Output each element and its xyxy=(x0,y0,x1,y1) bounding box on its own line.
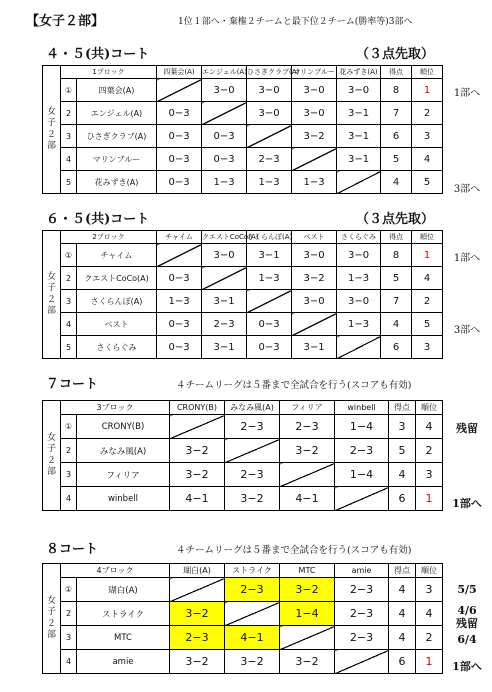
points-rule-4: ４チームリーグは５番まで全試合を行う(スコアも有効) xyxy=(176,545,412,556)
score-cell: 0−3 xyxy=(202,125,247,148)
rank-cell: 3 xyxy=(416,578,443,602)
points-cell: 7 xyxy=(381,290,412,313)
table-row xyxy=(43,487,443,511)
score-cell: 3−1 xyxy=(202,290,247,313)
rule-note: 1位１部へ・棄権２チームと最下位２チーム(勝率等)3部へ xyxy=(178,17,413,27)
score-cell: 3−0 xyxy=(337,79,381,102)
score-cell: 3−0 xyxy=(247,79,292,102)
score-cell: 3−0 xyxy=(292,290,337,313)
points-cell: 5 xyxy=(381,148,412,171)
score-cell: 0−3 xyxy=(157,171,202,194)
points-header: 得点 xyxy=(381,66,412,79)
row-number: ① xyxy=(61,578,77,602)
score-cell: 0−3 xyxy=(157,313,202,336)
team-name: ベスト xyxy=(77,313,157,336)
column-header: winbell xyxy=(335,401,389,415)
rank-cell: 5 xyxy=(412,171,443,194)
diagonal-cell xyxy=(225,602,280,626)
column-header: マリンブルー xyxy=(292,66,337,79)
points-cell: 4 xyxy=(389,602,416,626)
team-name: 花みずき(A) xyxy=(77,171,157,194)
score-cell: 1−3 xyxy=(157,290,202,313)
score-cell: 2−3 xyxy=(170,626,225,650)
vertical-label-char: 子 xyxy=(46,118,56,129)
diagonal-cell xyxy=(202,102,247,125)
team-name: CRONY(B) xyxy=(77,415,170,439)
diagonal-cell xyxy=(280,626,335,650)
rank-cell: 1 xyxy=(412,79,443,102)
score-cell: 4−1 xyxy=(225,626,280,650)
vertical-label-char: 部 xyxy=(46,629,56,640)
score-cell: 3−1 xyxy=(247,244,292,267)
column-header: 瑚白(A) xyxy=(170,564,225,578)
rank-cell: 1 xyxy=(416,487,443,511)
points-cell: 3 xyxy=(389,415,416,439)
score-cell: 0−3 xyxy=(157,102,202,125)
column-header: さくらぐみ xyxy=(337,231,381,244)
score-cell: 3−2 xyxy=(292,267,337,290)
row-number: 3 xyxy=(61,463,77,487)
block-label: 2ブロック xyxy=(61,231,157,244)
score-cell: 3−1 xyxy=(337,148,381,171)
block-label: 3ブロック xyxy=(61,401,170,415)
rank-cell: 1 xyxy=(412,244,443,267)
score-cell: 2−3 xyxy=(335,626,389,650)
points-header: 得点 xyxy=(381,231,412,244)
vertical-label-char: ２ xyxy=(46,455,56,466)
page-title: 【女子２部】 xyxy=(26,14,105,29)
rank-cell: 2 xyxy=(416,626,443,650)
score-cell: 0−3 xyxy=(157,125,202,148)
score-cell: 2−3 xyxy=(225,463,280,487)
score-cell: 3−2 xyxy=(280,650,335,674)
score-cell: 3−0 xyxy=(202,79,247,102)
points-cell: 4 xyxy=(381,313,412,336)
diagonal-cell xyxy=(292,148,337,171)
score-cell: 3−2 xyxy=(225,650,280,674)
row-number: 4 xyxy=(61,148,77,171)
score-cell: 0−3 xyxy=(157,267,202,290)
vertical-label-char: ２ xyxy=(46,129,56,140)
row-number: 3 xyxy=(61,125,77,148)
diagonal-cell xyxy=(335,650,389,674)
score-cell: 3−2 xyxy=(170,439,225,463)
column-header: amie xyxy=(335,564,389,578)
diagonal-cell xyxy=(157,79,202,102)
score-cell: 3−1 xyxy=(292,336,337,359)
table-row xyxy=(43,463,443,487)
team-name: さくらんぼ(A) xyxy=(77,290,157,313)
points-rule-3: ４チームリーグは５番まで全試合を行う(スコアも有効) xyxy=(176,380,412,391)
rank-cell: 2 xyxy=(412,290,443,313)
table-row xyxy=(43,79,443,102)
diagonal-cell xyxy=(337,171,381,194)
rank-cell: 4 xyxy=(416,415,443,439)
diagonal-cell xyxy=(157,244,202,267)
score-cell: 4−1 xyxy=(280,487,335,511)
team-name: みなみ風(A) xyxy=(77,439,170,463)
score-cell: 3−1 xyxy=(337,125,381,148)
row-number: 2 xyxy=(61,102,77,125)
vertical-label xyxy=(43,231,61,359)
column-header: チャイム xyxy=(157,231,202,244)
table-row xyxy=(43,102,443,125)
rank-header: 順位 xyxy=(412,231,443,244)
vertical-label-char: ２ xyxy=(46,294,56,305)
points-cell: 6 xyxy=(381,125,412,148)
court-label-4: ８コート xyxy=(46,542,99,557)
diagonal-cell xyxy=(202,267,247,290)
column-header: ストライク xyxy=(225,564,280,578)
score-cell: 2−3 xyxy=(247,148,292,171)
score-cell: 4−1 xyxy=(170,487,225,511)
status-note: 1部へ xyxy=(452,660,482,673)
status-note: 残留 xyxy=(456,422,478,435)
rank-cell: 4 xyxy=(412,148,443,171)
score-cell: 2−3 xyxy=(335,602,389,626)
league-table-1 xyxy=(42,65,443,194)
points-header: 得点 xyxy=(389,564,416,578)
vertical-label-char: 部 xyxy=(46,305,56,316)
score-cell: 2−3 xyxy=(225,578,280,602)
points-cell: 4 xyxy=(381,171,412,194)
score-cell: 3−0 xyxy=(247,102,292,125)
score-cell: 2−3 xyxy=(225,415,280,439)
points-cell: 6 xyxy=(389,487,416,511)
score-cell: 1−4 xyxy=(280,602,335,626)
court-label-1: ４・５(共)コート xyxy=(46,47,150,62)
points-cell: 7 xyxy=(381,102,412,125)
diagonal-cell xyxy=(335,487,389,511)
score-cell: 3−0 xyxy=(337,290,381,313)
score-cell: 1−3 xyxy=(247,267,292,290)
team-name: winbell xyxy=(77,487,170,511)
points-cell: 8 xyxy=(381,244,412,267)
score-cell: 2−3 xyxy=(335,439,389,463)
rank-cell: 4 xyxy=(416,602,443,626)
table-row xyxy=(43,171,443,194)
status-note: 3部へ xyxy=(453,184,481,195)
vertical-label-char: 女 xyxy=(46,272,56,282)
table-row xyxy=(43,336,443,359)
score-cell: 3−1 xyxy=(337,102,381,125)
column-header: 四葉会(A) xyxy=(157,66,202,79)
table-row xyxy=(43,602,443,626)
row-number: 4 xyxy=(61,313,77,336)
team-name: ストライク xyxy=(77,602,170,626)
rank-cell: 2 xyxy=(412,102,443,125)
score-cell: 1−3 xyxy=(292,171,337,194)
status-note: 5/5 xyxy=(457,583,477,596)
row-number: 2 xyxy=(61,439,77,463)
row-number: 3 xyxy=(61,626,77,650)
diagonal-cell xyxy=(247,125,292,148)
score-cell: 3−0 xyxy=(292,79,337,102)
block-label: 4ブロック xyxy=(61,564,170,578)
header-row xyxy=(43,66,443,79)
table-row xyxy=(43,626,443,650)
table-row xyxy=(43,290,443,313)
rank-cell: 3 xyxy=(412,336,443,359)
score-cell: 0−3 xyxy=(157,148,202,171)
status-note: 6/4 xyxy=(457,633,477,646)
diagonal-cell xyxy=(337,336,381,359)
row-number: 2 xyxy=(61,602,77,626)
rank-cell: 2 xyxy=(416,439,443,463)
score-cell: 2−3 xyxy=(202,313,247,336)
team-name: amie xyxy=(77,650,170,674)
table-row xyxy=(43,125,443,148)
row-number: 5 xyxy=(61,171,77,194)
table-row xyxy=(43,439,443,463)
vertical-label-char: 子 xyxy=(46,444,56,455)
score-cell: 3−2 xyxy=(292,125,337,148)
score-cell: 3−2 xyxy=(280,578,335,602)
vertical-label-char: 部 xyxy=(46,140,56,151)
diagonal-cell xyxy=(170,578,225,602)
team-name: エンジェル(A) xyxy=(77,102,157,125)
score-cell: 1−3 xyxy=(202,171,247,194)
table-row xyxy=(43,578,443,602)
points-header: 得点 xyxy=(389,401,416,415)
score-cell: 3−2 xyxy=(170,650,225,674)
court-label-2: ６・５(共)コート xyxy=(46,212,150,227)
vertical-label-char: 子 xyxy=(46,283,56,294)
score-cell: 1−4 xyxy=(335,463,389,487)
score-cell: 3−2 xyxy=(280,439,335,463)
rank-cell: 5 xyxy=(412,313,443,336)
points-cell: 5 xyxy=(389,439,416,463)
team-name: 瑚白(A) xyxy=(77,578,170,602)
column-header: エンジェル(A) xyxy=(202,66,247,79)
rank-cell: 3 xyxy=(412,125,443,148)
row-number: ① xyxy=(61,244,77,267)
table-row xyxy=(43,148,443,171)
column-header: CRONY(B) xyxy=(170,401,225,415)
team-name: チャイム xyxy=(77,244,157,267)
team-name: フィリア xyxy=(77,463,170,487)
diagonal-cell xyxy=(247,290,292,313)
league-table-2 xyxy=(42,230,443,359)
column-header: MTC xyxy=(280,564,335,578)
score-cell: 1−3 xyxy=(247,171,292,194)
score-cell: 3−0 xyxy=(337,244,381,267)
score-cell: 2−3 xyxy=(335,578,389,602)
diagonal-cell xyxy=(170,415,225,439)
score-cell: 0−3 xyxy=(247,336,292,359)
vertical-label-char: 子 xyxy=(46,607,56,618)
score-cell: 3−2 xyxy=(170,602,225,626)
status-note: 1部へ xyxy=(453,88,481,99)
team-name: さくらぐみ xyxy=(77,336,157,359)
table-row xyxy=(43,244,443,267)
points-rule-1: （３点先取） xyxy=(356,47,435,62)
score-cell: 1−3 xyxy=(337,267,381,290)
team-name: MTC xyxy=(77,626,170,650)
team-name: クエストCoCo(A) xyxy=(77,267,157,290)
team-name: 四葉会(A) xyxy=(77,79,157,102)
diagonal-cell xyxy=(292,313,337,336)
rank-cell: 4 xyxy=(412,267,443,290)
points-cell: 4 xyxy=(389,626,416,650)
score-cell: 1−4 xyxy=(335,415,389,439)
score-cell: 2−3 xyxy=(280,415,335,439)
table-row xyxy=(43,415,443,439)
league-table-4 xyxy=(42,563,443,674)
vertical-label-char: 女 xyxy=(46,107,56,117)
court-label-3: ７コート xyxy=(46,377,99,392)
points-cell: 8 xyxy=(381,79,412,102)
status-note: 1部へ xyxy=(452,497,482,510)
points-cell: 4 xyxy=(389,463,416,487)
row-number: 4 xyxy=(61,487,77,511)
status-note-secondary: 残留 xyxy=(456,617,478,630)
vertical-label-char: 女 xyxy=(46,596,56,606)
rank-header: 順位 xyxy=(416,564,443,578)
row-number: 3 xyxy=(61,290,77,313)
column-header: クエストCoCo(A) xyxy=(202,231,247,244)
column-header: ベスト xyxy=(292,231,337,244)
status-note: 4/6 xyxy=(457,604,477,617)
row-number: ① xyxy=(61,79,77,102)
column-header: みなみ風(A) xyxy=(225,401,280,415)
rank-header: 順位 xyxy=(412,66,443,79)
score-cell: 0−3 xyxy=(247,313,292,336)
score-cell: 1−3 xyxy=(337,313,381,336)
points-cell: 6 xyxy=(389,650,416,674)
table-row xyxy=(43,313,443,336)
score-cell: 3−2 xyxy=(170,463,225,487)
status-note: 3部へ xyxy=(453,325,481,336)
points-rule-2: （３点先取） xyxy=(356,212,435,227)
score-cell: 3−1 xyxy=(202,336,247,359)
points-cell: 6 xyxy=(381,336,412,359)
row-number: ① xyxy=(61,415,77,439)
points-cell: 4 xyxy=(389,578,416,602)
diagonal-cell xyxy=(280,463,335,487)
vertical-label-char: ２ xyxy=(46,618,56,629)
table-row xyxy=(43,650,443,674)
column-header: さくらんぼ(A) xyxy=(247,231,292,244)
score-cell: 3−0 xyxy=(202,244,247,267)
block-label: 1ブロック xyxy=(61,66,157,79)
vertical-label-char: 女 xyxy=(46,433,56,443)
vertical-label xyxy=(43,564,61,674)
vertical-label xyxy=(43,66,61,194)
league-table-3 xyxy=(42,400,443,511)
column-header: ひさぎクラブ(A) xyxy=(247,66,292,79)
status-note: 1部へ xyxy=(453,253,481,264)
rank-header: 順位 xyxy=(416,401,443,415)
rank-cell: 3 xyxy=(416,463,443,487)
row-number: 5 xyxy=(61,336,77,359)
score-cell: 0−3 xyxy=(157,336,202,359)
diagonal-cell xyxy=(225,439,280,463)
row-number: 4 xyxy=(61,650,77,674)
rank-cell: 1 xyxy=(416,650,443,674)
score-cell: 0−3 xyxy=(202,148,247,171)
header-row xyxy=(43,564,443,578)
column-header: 花みずき(A) xyxy=(337,66,381,79)
header-row xyxy=(43,401,443,415)
header-row xyxy=(43,231,443,244)
table-row xyxy=(43,267,443,290)
team-name: ひさぎクラブ(A) xyxy=(77,125,157,148)
row-number: 2 xyxy=(61,267,77,290)
score-cell: 3−2 xyxy=(225,487,280,511)
vertical-label xyxy=(43,401,61,511)
score-cell: 3−0 xyxy=(292,102,337,125)
points-cell: 5 xyxy=(381,267,412,290)
vertical-label-char: 部 xyxy=(46,466,56,477)
score-cell: 3−0 xyxy=(292,244,337,267)
column-header: フィリア xyxy=(280,401,335,415)
team-name: マリンブルー xyxy=(77,148,157,171)
